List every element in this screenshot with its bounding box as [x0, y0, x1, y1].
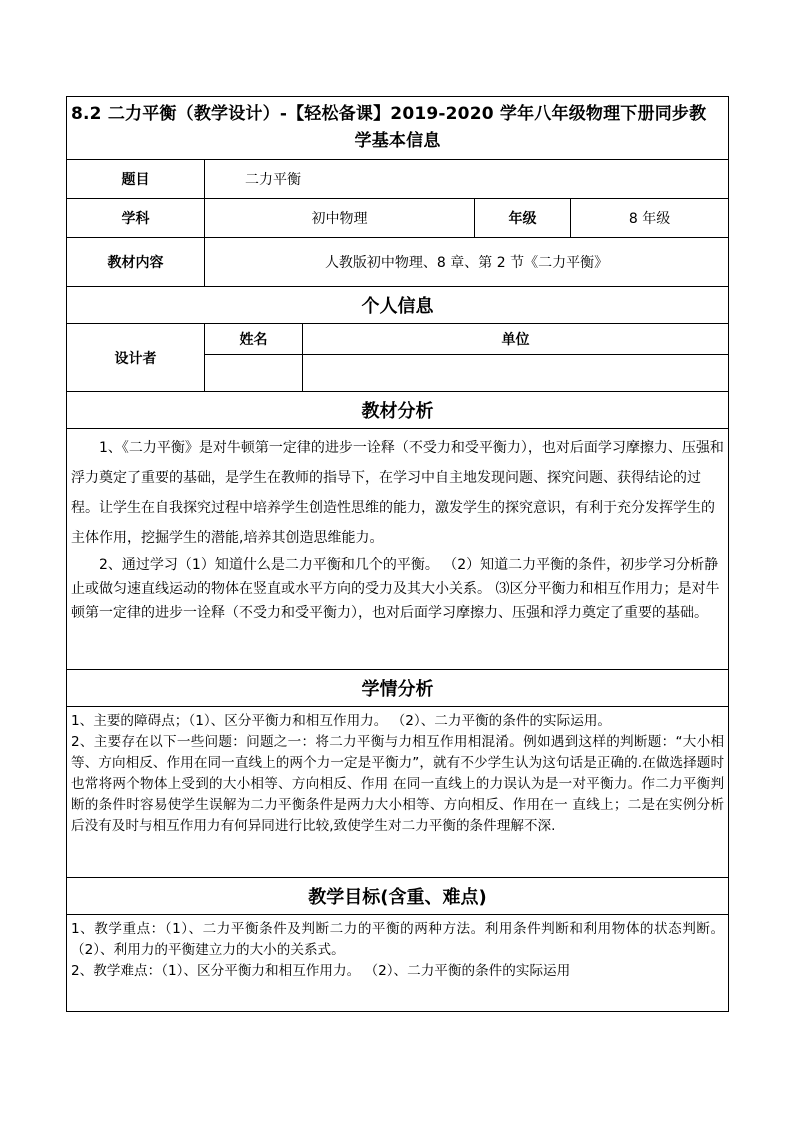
grade-label: 年级 [475, 199, 571, 238]
name-value-cell [205, 355, 303, 392]
student-analysis-para-2: 2、主要存在以下一些问题：问题之一：将二力平衡与力相互作用相混淆。例如遇到这样的判断题：“大小相 等、方向相反、作用在同一直线上的两个力一定是平衡力”，就有不少学生认为这句话是正确的.在做选择题时也常将两个物体上受到的大小相等、方向相反、作用 在同一直线上的力误认为是一对平衡力。作二力平衡判断的条件时容易使学生误解为二力平衡条件是两力大小相等、方向相反、作用在一 直线上；二是在实例分析后没有及时与相互作用力有何异同进行比较,致使学生对二力平衡的条件理解不深. [71, 734, 725, 834]
student-analysis-heading: 学情分析 [67, 670, 729, 707]
teaching-goals-para-1: 1、教学重点：（1）、二力平衡条件及判断二力的平衡的两种方法。利用条件判断和利用物体的状态判断。（2）、利用力的平衡建立力的大小的关系式。 [71, 921, 725, 958]
textbook-analysis-para-1: 1、《二力平衡》是对牛顿第一定律的进步一诠释（不受力和受平衡力），也对后面学习摩擦力、压强和浮力奠定了重要的基础，是学生在教师的指导下，在学习中自主地发现问题、探究问题、获得结论的过程。让学生在自我探究过程中培养学生创造性思维的能力，激发学生的探究意识，有利于充分发挥学生的主体作用，挖掘学生的潜能,培养其创造思维能力。 [71, 440, 724, 546]
student-analysis-para-1: 1、主要的障碍点；（1）、区分平衡力和相互作用力。 （2）、二力平衡的条件的实际运用。 [71, 713, 612, 729]
title-line-2: 学基本信息 [354, 131, 441, 151]
teaching-goals-heading: 教学目标(含重、难点) [67, 878, 729, 915]
designer-label: 设计者 [67, 324, 205, 392]
material-value: 人教版初中物理、8 章、第 2 节《二力平衡》 [205, 238, 729, 287]
grade-value: 8 年级 [571, 199, 729, 238]
subject-value: 初中物理 [205, 199, 475, 238]
document-title [67, 97, 729, 160]
personal-info-heading: 个人信息 [67, 287, 729, 324]
unit-label: 单位 [303, 324, 729, 355]
unit-value-cell [303, 355, 729, 392]
textbook-analysis-heading: 教材分析 [67, 392, 729, 429]
teaching-goals-body [67, 915, 729, 1012]
student-analysis-body [67, 707, 729, 878]
textbook-analysis-para-2: 2、通过学习（1）知道什么是二力平衡和几个的平衡。 （2）知道二力平衡的条件，初步学习分析静止或做匀速直线运动的物体在竖直或水平方向的受力及其大小关系。 ⑶区分平衡力和相互作用力；是对牛顿第一定律的进步一诠释（不受力和受平衡力），也对后面学习摩擦力、压强和浮力奠定了重要的基础。 [71, 557, 720, 621]
subject-label: 学科 [67, 199, 205, 238]
lesson-plan-table [66, 96, 729, 1012]
title-line-1: 8.2 二力平衡（教学设计）-【轻松备课】2019-2020 学年八年级物理下册同步教 [71, 104, 707, 124]
name-label: 姓名 [205, 324, 303, 355]
topic-label: 题目 [67, 160, 205, 199]
teaching-goals-para-2: 2、教学难点：（1）、区分平衡力和相互作用力。 （2）、二力平衡的条件的实际运用 [71, 963, 571, 979]
topic-value: 二力平衡 [205, 160, 729, 199]
lesson-plan-page [66, 96, 728, 1012]
textbook-analysis-body [67, 429, 729, 670]
material-label: 教材内容 [67, 238, 205, 287]
